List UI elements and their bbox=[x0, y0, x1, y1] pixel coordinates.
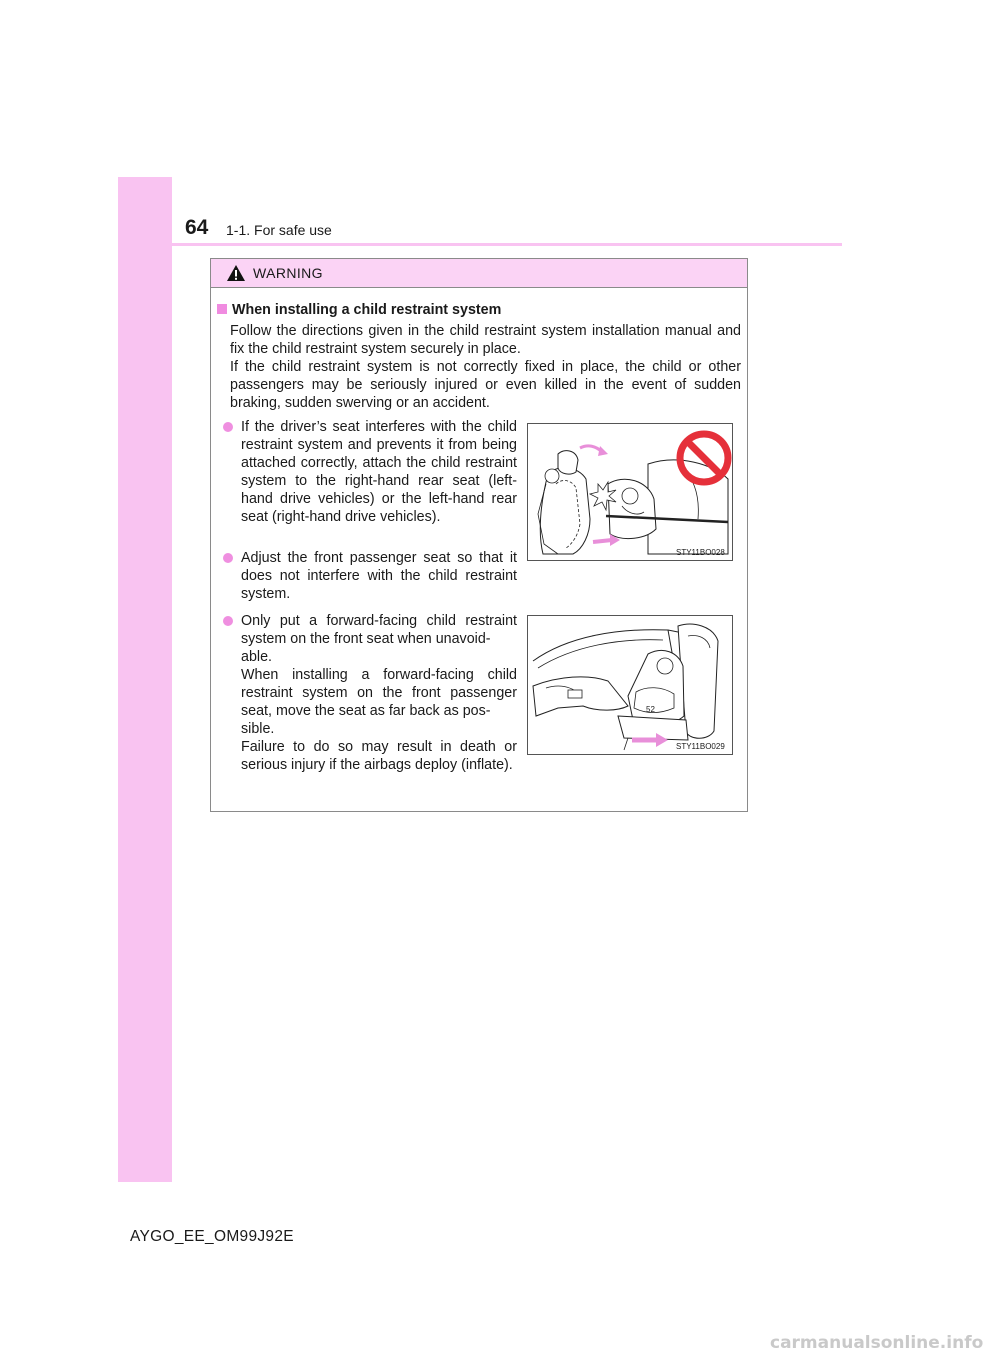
intro-paragraph: If the child restraint system is not correctly fixed in place, the child or other passengers may be seriously injured or even killed in the event of sudden braking, sudden swerving or an accident. bbox=[230, 359, 741, 411]
page-number: 64 bbox=[185, 216, 209, 239]
intro-paragraph: Follow the directions given in the child restraint system installation manual and fix the child restraint system securely in place. bbox=[230, 323, 741, 357]
section-heading bbox=[217, 301, 501, 319]
figure-forward-facing-seat bbox=[527, 615, 733, 755]
side-tab-band bbox=[118, 177, 172, 1182]
bullet-dot-icon bbox=[223, 553, 233, 563]
seat-interference-illustration bbox=[528, 424, 732, 560]
bullet-text: Adjust the front passenger seat so that it does not interfere with the child restraint system. bbox=[241, 550, 517, 602]
figure-code: STY11BO028 bbox=[676, 548, 725, 557]
intro-text bbox=[230, 322, 741, 412]
forward-facing-seat-illustration bbox=[528, 616, 732, 754]
bullet-item bbox=[223, 418, 517, 526]
document-code: AYGO_EE_OM99J92E bbox=[130, 1228, 294, 1245]
bullet-text: If the driver’s seat interferes with the child restraint system and prevents it from being attached correctly, attach the child restraint system to the right-hand rear seat (left-hand drive vehicles) or the left-hand rear seat (right-hand drive vehicles). bbox=[241, 419, 517, 525]
header-divider bbox=[172, 243, 842, 246]
figure-seat-interference bbox=[527, 423, 733, 561]
warning-title: WARNING bbox=[253, 265, 323, 281]
site-watermark[interactable]: carmanualsonline.info bbox=[770, 1333, 983, 1353]
figure-code: STY11BO029 bbox=[676, 742, 725, 751]
bullet-dot-icon bbox=[223, 616, 233, 626]
section-title: 1-1. For safe use bbox=[226, 222, 332, 238]
warning-header bbox=[211, 259, 747, 288]
square-bullet-icon bbox=[217, 304, 227, 314]
warning-triangle-icon bbox=[226, 264, 246, 282]
heading-text: When installing a child restraint system bbox=[232, 302, 502, 318]
svg-text:52: 52 bbox=[646, 705, 655, 714]
bullet-item bbox=[223, 612, 517, 774]
bullet-item bbox=[223, 549, 517, 603]
bullet-dot-icon bbox=[223, 422, 233, 432]
warning-box bbox=[210, 258, 748, 812]
bullet-text: Only put a forward-facing child restraint system on the front seat when unavoid- able. When installing a forward-facing child restraint system on the front passenger seat, move the seat as far back as pos- sible. Failure to do so may result in death or serious injury if the airbags deploy (inflate). bbox=[241, 613, 517, 773]
